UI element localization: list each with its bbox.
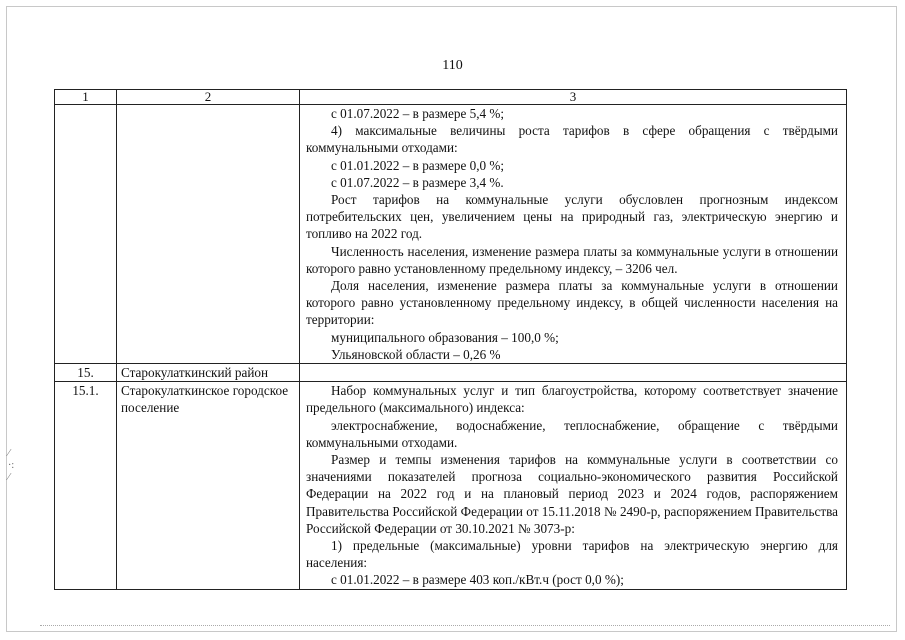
paragraph: Ульяновской области – 0,26 %: [331, 346, 501, 362]
row-name: Старокулаткинский район: [117, 364, 300, 382]
scan-artifact: ⁄ ·: ⁄: [8, 448, 15, 483]
row-number: [55, 105, 117, 364]
header-col-1: 1: [55, 90, 117, 105]
paragraph: 1) предельные (максимальные) уровни тарифов на электрическую энергию для населения:: [306, 538, 838, 571]
paragraph: с 01.07.2022 – в размере 3,4 %.: [331, 174, 504, 190]
row-name: Старокулаткинское городское поселение: [117, 382, 300, 589]
table-row: [55, 382, 847, 589]
paragraph: Набор коммунальных услуг и тип благоустройства, которому соответствует значение предельного (максимального) индекса:: [306, 383, 838, 416]
row-content: [300, 382, 847, 589]
row-content: [300, 105, 847, 364]
paragraph: с 01.01.2022 – в размере 403 коп./кВт.ч (рост 0,0 %);: [331, 572, 624, 588]
table-row: [55, 105, 847, 364]
page-number: 110: [442, 58, 463, 73]
paragraph: электроснабжение, водоснабжение, теплоснабжение, обращение с твёрдыми коммунальными отходами.: [306, 417, 838, 450]
row-number: 15.1.: [55, 382, 117, 589]
header-col-2: 2: [117, 90, 300, 105]
header-col-3: 3: [300, 90, 847, 105]
table-row: [55, 364, 847, 382]
row-content: [300, 364, 847, 382]
paragraph: с 01.07.2022 – в размере 5,4 %;: [331, 106, 505, 121]
paragraph: Доля населения, изменение размера платы за коммунальные услуги в отношении которого равно установленному предельному индексу, в общей численности населения на территории:: [306, 278, 838, 328]
paragraph: 4) максимальные величины роста тарифов в сфере обращения с твёрдыми коммунальными отходами:: [306, 123, 838, 156]
tariff-table: [54, 89, 847, 590]
paragraph: Численность населения, изменение размера платы за коммунальные услуги в отношении которого равно установленному предельному индексу, – 3206 чел.: [306, 243, 838, 276]
table-header-row: [55, 90, 847, 105]
row-number: 15.: [55, 364, 117, 382]
paragraph: Рост тарифов на коммунальные услуги обусловлен прогнозным индексом потребительских цен, увеличением цены на природный газ, электрическую энергию и топливо на 2022 год.: [306, 192, 838, 242]
paragraph: с 01.01.2022 – в размере 0,0 %;: [331, 157, 505, 173]
scan-edge-noise: [40, 625, 890, 627]
paragraph: Размер и темпы изменения тарифов на коммунальные услуги в соответствии со значениями показателей прогноза социально-экономического развития Российской Федерации на 2022 год и на плановый период 2023 и 2024 годов, распоряжением Правительства Российской Федерации от 15.11.2018 № 2490-р, распоряжением Правительства Российской Федерации от 30.10.2021 № 3073-р:: [306, 452, 838, 536]
paragraph: муниципального образования – 100,0 %;: [331, 329, 559, 345]
row-name: [117, 105, 300, 364]
